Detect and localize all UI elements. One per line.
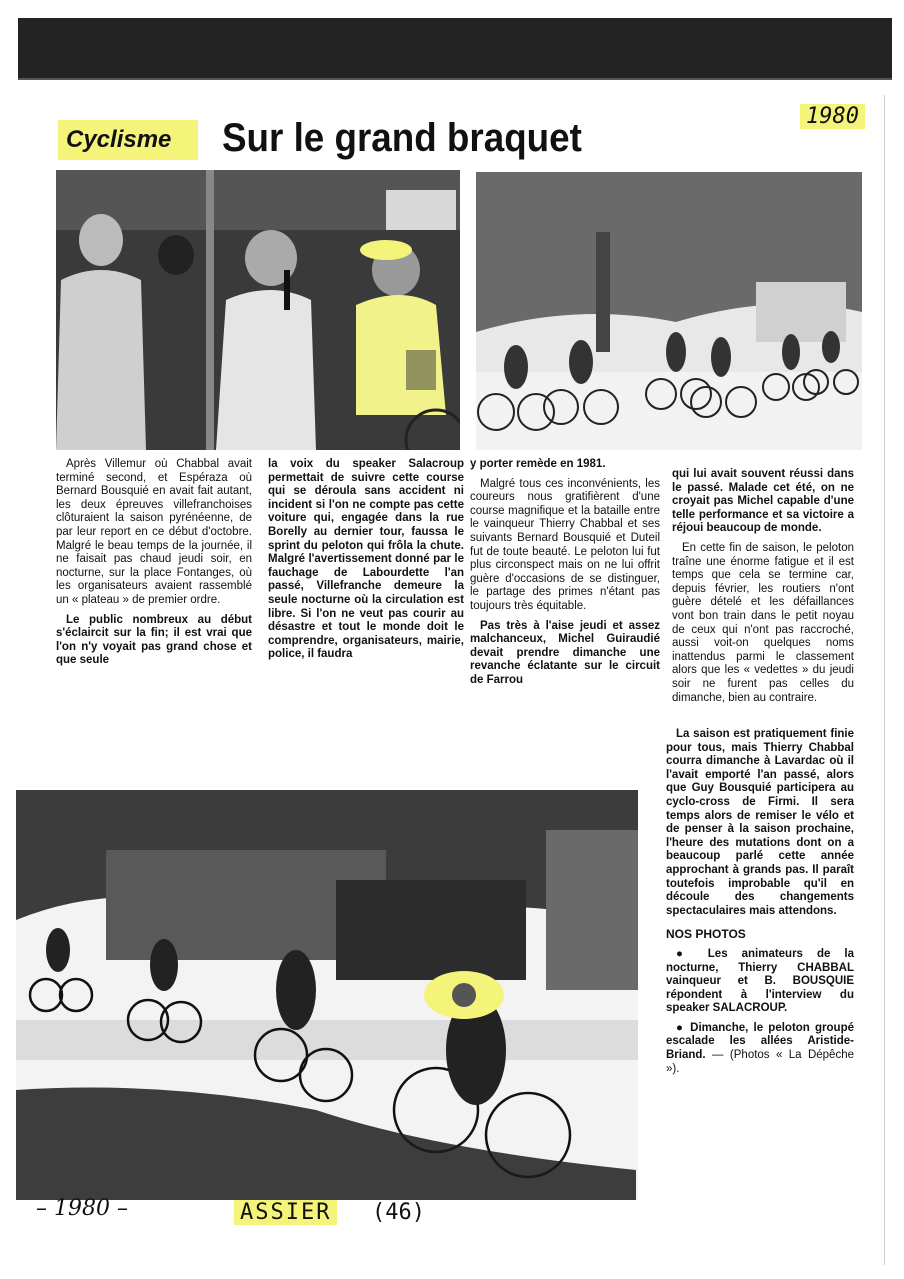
paragraph: Le public nombreux au début s'éclaircit sur la fin; il est vrai que l'on n'y voyait pas grand chose et que seule xyxy=(56,613,252,667)
handwritten-department: (46) xyxy=(372,1200,425,1225)
year-annotation: 1980 xyxy=(800,104,865,129)
handwritten-place: ASSIER xyxy=(234,1200,337,1225)
article-column-3 xyxy=(470,458,660,694)
caption-2-credit: — (Photos « La Dépêche »). xyxy=(666,1049,854,1075)
photo-race xyxy=(16,790,638,1200)
paragraph: qui lui avait souvent réussi dans le passé. Malade cet été, on ne croyait pas Michel capable d'une telle performance et sa victoire a réjoui beaucoup de monde. xyxy=(672,468,854,535)
caption-2-bold: ● Dimanche, le peloton groupé escalade les allées Aristide-Briand. xyxy=(666,1021,854,1062)
handwritten-year: – 1980 – xyxy=(36,1196,128,1221)
section-label: Cyclisme xyxy=(58,120,198,160)
photo-caption-2 xyxy=(666,1022,854,1076)
paragraph: la voix du speaker Salacroup permettait de suivre cette course qui se déroula sans accident ni incident si l'on ne compte pas cette voiture qui, engagée dans la rue Borelly au dernier tour, faussa le sprint du peloton qui frôla la chute. Malgré l'avertissement donné par le fauchage de Labourdette l'an passé, Villefranche demeure la seule nocturne où la circulation est libre. Si l'on ne veut pas courir au désastre et tout le monde doit le comprendre, organisateurs, mairie, police, il faudra xyxy=(268,458,464,661)
photo-interview xyxy=(56,170,460,450)
footer-year: 1980 xyxy=(54,1196,110,1221)
paragraph: Malgré tous ces inconvénients, les coureurs nous gratifièrent d'une course magnifique et la bataille entre le vainqueur Thierry Chabbal et ses suivants Bernard Bousquié et Duteil fut de toute beauté. Le peloton lui fut plus circonspect mais on ne lui offrit guère d'occasions de se distinguer, le partage des primes n'étant pas toujours très équitable. xyxy=(470,477,660,612)
article-column-2 xyxy=(268,458,464,668)
headline: Sur le grand braquet xyxy=(222,116,582,160)
paragraph: La saison est pratiquement finie pour tous, mais Thierry Chabbal courra dimanche à Lavardac où il l'avait emporté l'an passé, alors que Guy Bousquié participera au cyclo-cross de Firmi. Il sera temps alors de remiser le vélo et de penser à la saison prochaine, l'heure des mutations dont on a beaucoup parlé cette année approchant à grands pas. Il paraît toutefois improbable qu'il en découle des changements spectaculaires mais attendons. xyxy=(666,728,854,917)
photo-peloton xyxy=(476,172,862,450)
paragraph: En cette fin de saison, le peloton traîne une énorme fatigue et il est temps que cela se termine car, depuis février, les routiers n'ont guère dételé et les défaillances vont bon train dans le petit noyau de ceux qui n'ont pas raccroché, aussi voit-on quelques noms inattendus parmi le classement alors que les « vedettes » du jeudi soir ne furent pas celles du dimanche, bien au contraire. xyxy=(672,541,854,704)
paragraph: y porter remède en 1981. xyxy=(470,458,606,470)
top-rule xyxy=(18,78,892,80)
page-edge-line xyxy=(884,95,885,1265)
photo-caption-1: ● Les animateurs de la nocturne, Thierry CHABBAL vainqueur et B. BOUSQUIE répondent à l'interview du speaker SALACROUP. xyxy=(666,947,854,1015)
article-column-1 xyxy=(56,458,252,674)
article-column-4 xyxy=(672,468,854,711)
paragraph: Après Villemur où Chabbal avait terminé second, et Espéraza où Bernard Bousquié en avait fait autant, les deux épreuves villefranchoises clôturaient la saison pyrénéenne, de par leur report en ce début d'octobre. Malgré le beau temps de la journée, il ne faisait pas chaud jeudi soir, en nocturne, sur la place Fontanges, où les organisateurs avaient rassemblé un « plateau » de premier ordre. xyxy=(56,458,252,606)
scan-top-bar xyxy=(18,18,892,80)
paragraph: Pas très à l'aise jeudi et assez malchanceux, Michel Guiraudié devait prendre dimanche une revanche éclatante sur le circuit de Farrou xyxy=(470,619,660,686)
photos-heading: NOS PHOTOS xyxy=(666,927,746,942)
article-column-4-continued xyxy=(666,728,854,1082)
